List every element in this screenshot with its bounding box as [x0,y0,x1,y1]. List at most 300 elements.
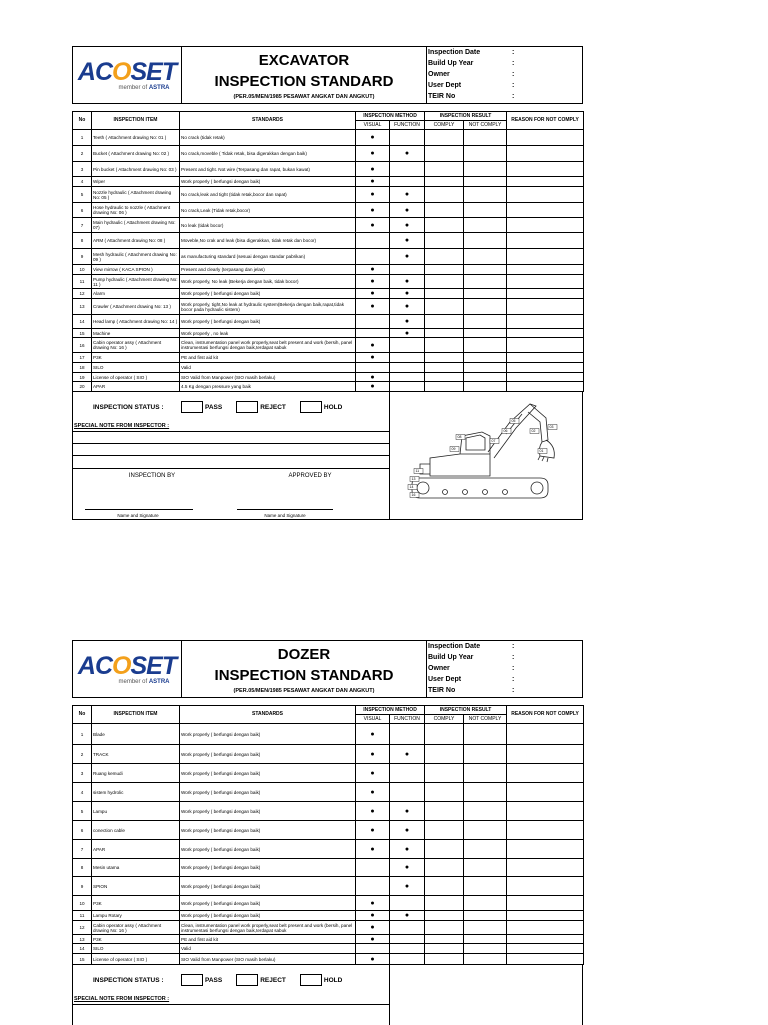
row-number: 13 [73,299,92,315]
info-row [428,674,582,685]
logo-o: O [112,57,131,86]
reason-cell[interactable] [507,146,584,162]
function-mark: ● [390,877,425,896]
visual-mark: ● [356,146,390,162]
visual-mark: ● [356,783,390,802]
not-comply-cell[interactable] [464,944,507,954]
info-row [428,91,582,102]
info-value-field[interactable]: : [512,654,515,661]
not-comply-cell[interactable] [464,289,507,299]
visual-mark: ● [356,821,390,840]
hold-label: HOLD [323,976,343,984]
row-number: 8 [73,233,92,249]
hold-checkbox[interactable] [300,974,322,986]
status-and-notes [73,965,390,1025]
info-label: TEIR No [428,93,456,100]
reason-cell[interactable] [507,203,584,218]
col-header-method: INSPECTION METHOD [356,112,425,121]
reason-cell[interactable] [507,363,584,373]
comply-cell[interactable] [425,373,464,382]
function-mark [390,363,425,373]
excavator-drawing-panel [390,392,584,519]
reason-cell[interactable] [507,289,584,299]
inspection-item: P3K [92,896,180,911]
reason-cell[interactable] [507,338,584,353]
callout-label: 01 [539,449,544,453]
reason-cell[interactable] [507,218,584,233]
not-comply-cell[interactable] [464,233,507,249]
visual-mark [356,315,390,329]
comply-cell[interactable] [425,821,464,840]
function-mark: ● [390,146,425,162]
info-value-field[interactable]: : [512,687,515,694]
col-header-comply: COMPLY [425,121,464,130]
info-label: Build Up Year [428,60,474,67]
reason-cell[interactable] [507,745,584,764]
standard-text: No leak (tidak bocor) [180,218,356,233]
comply-cell[interactable] [425,187,464,203]
reason-cell[interactable] [507,373,584,382]
visual-mark: ● [356,218,390,233]
table-row [73,177,584,187]
function-mark: ● [390,821,425,840]
not-comply-cell[interactable] [464,935,507,944]
not-comply-cell[interactable] [464,338,507,353]
table-row [73,299,584,315]
col-header-visual: VISUAL [356,715,390,724]
visual-mark: ● [356,130,390,146]
standard-text: Valid [180,363,356,373]
comply-cell[interactable] [425,218,464,233]
inspection-item: License of operator ( SIO ) [92,373,180,382]
inspection-item: Cabin operator assy ( Attachment drawing No: 16 ) [92,338,180,353]
form-header [72,46,583,104]
standard-text: Clean, instrumentation panel work properly,seat belt present and work (bersih, panel instrumentasi berfungsi dengan baik,terdapat sabuk [180,338,356,353]
table-row [73,821,584,840]
function-mark [390,353,425,363]
not-comply-cell[interactable] [464,859,507,877]
inspection-item: APAR [92,840,180,859]
function-mark [390,373,425,382]
row-number: 7 [73,218,92,233]
standard-text: No crack,moveble ( Tidak retak, bisa digerakkan dengan baik) [180,146,356,162]
not-comply-cell[interactable] [464,265,507,275]
not-comply-cell[interactable] [464,146,507,162]
info-value-field[interactable]: : [512,49,515,56]
reason-cell[interactable] [507,162,584,177]
comply-cell[interactable] [425,265,464,275]
info-value-field[interactable]: : [512,93,515,100]
visual-mark: ● [356,764,390,783]
comply-cell[interactable] [425,203,464,218]
reject-checkbox[interactable] [236,401,258,413]
not-comply-cell[interactable] [464,764,507,783]
standard-text: SIO Valid from Manpower (SIO masih berlaku) [180,954,356,965]
reason-cell[interactable] [507,802,584,821]
comply-cell[interactable] [425,859,464,877]
col-header-result: INSPECTION RESULT [425,112,507,121]
not-comply-cell[interactable] [464,315,507,329]
not-comply-cell[interactable] [464,877,507,896]
inspection-item: conection cable [92,821,180,840]
not-comply-cell[interactable] [464,840,507,859]
comply-cell[interactable] [425,249,464,265]
info-row [428,641,582,652]
comply-cell[interactable] [425,783,464,802]
row-number: 15 [73,329,92,338]
info-value-field[interactable]: : [512,665,515,672]
signature-line[interactable] [85,509,193,510]
status-label: INSPECTION STATUS : [93,403,164,411]
info-block [427,47,582,103]
signature-line[interactable] [237,509,333,510]
table-row [73,275,584,289]
comply-cell[interactable] [425,338,464,353]
table-row [73,382,584,392]
reason-cell[interactable] [507,944,584,954]
col-header-visual: VISUAL [356,121,390,130]
reason-cell[interactable] [507,935,584,944]
not-comply-cell[interactable] [464,373,507,382]
row-number: 17 [73,353,92,363]
logo-text-end: SET [130,651,177,680]
info-row [428,47,582,58]
comply-cell[interactable] [425,130,464,146]
table-row [73,724,584,745]
table-row [73,329,584,338]
comply-cell[interactable] [425,764,464,783]
reason-cell[interactable] [507,187,584,203]
standard-text: Work properly , no leak [180,329,356,338]
info-value-field[interactable]: : [512,643,515,650]
standard-text: PE and first aid kit [180,353,356,363]
info-value-field[interactable]: : [512,60,515,67]
function-mark: ● [390,745,425,764]
row-number: 3 [73,162,92,177]
excavator-inspection-form [72,46,583,520]
status-row [73,965,389,995]
table-row [73,265,584,275]
not-comply-cell[interactable] [464,187,507,203]
inspection-item: Nozzle hydraulic ( Attachment drawing No: 05 ) [92,187,180,203]
info-row [428,663,582,674]
comply-cell[interactable] [425,911,464,921]
form-title-line2: INSPECTION STANDARD [214,73,394,90]
not-comply-cell[interactable] [464,218,507,233]
logo-text: AC [77,651,113,680]
not-comply-cell[interactable] [464,177,507,187]
standard-text: Work properly, No leak (Bekerja dengan baik, tidak bocor) [180,275,356,289]
standard-text: Work properly ( berfungsi dengan baik) [180,802,356,821]
reason-cell[interactable] [507,353,584,363]
regulation-ref: (PER.05/MEN/1985 PESAWAT ANGKAT DAN ANGKUT) [233,688,375,694]
pass-checkbox[interactable] [181,974,203,986]
standard-text: No crack (tidak retak) [180,130,356,146]
comply-cell[interactable] [425,289,464,299]
reason-cell[interactable] [507,896,584,911]
row-number: 18 [73,363,92,373]
reason-cell[interactable] [507,177,584,187]
pass-label: PASS [205,976,223,984]
comply-cell[interactable] [425,724,464,745]
row-number: 3 [73,764,92,783]
inspection-item: ARM ( Attachment drawing No: 08 ) [92,233,180,249]
info-value-field[interactable]: : [512,676,515,683]
callout-label: 03 [549,425,554,429]
comply-cell[interactable] [425,954,464,965]
info-row [428,58,582,69]
standard-text: Work properly ( berfungsi dengan baik) [180,177,356,187]
inspection-by-label: INSPECTION BY [128,473,176,479]
table-row [73,944,584,954]
standard-text: Work properly ( berfungsi dengan baik) [180,859,356,877]
not-comply-cell[interactable] [464,130,507,146]
function-mark [390,896,425,911]
table-row [73,289,584,299]
visual-mark: ● [356,954,390,965]
comply-cell[interactable] [425,921,464,935]
inspection-item: SILO [92,363,180,373]
reason-cell[interactable] [507,877,584,896]
info-label: Inspection Date [428,49,481,56]
comply-cell[interactable] [425,802,464,821]
row-number: 12 [73,289,92,299]
function-mark [390,265,425,275]
visual-mark [356,249,390,265]
reason-cell[interactable] [507,821,584,840]
not-comply-cell[interactable] [464,162,507,177]
visual-mark: ● [356,745,390,764]
table-row [73,233,584,249]
inspection-item: SPION [92,877,180,896]
standard-text: Present and tight. Not wire (Terpasang dan rapat, bukan kawat) [180,162,356,177]
approved-by-block [231,469,389,518]
reason-cell[interactable] [507,954,584,965]
not-comply-cell[interactable] [464,353,507,363]
standard-text: Work properly ( berfungsi dengan baik) [180,911,356,921]
not-comply-cell[interactable] [464,249,507,265]
acset-logo [73,641,182,697]
row-number: 7 [73,840,92,859]
status-label: INSPECTION STATUS : [93,976,164,984]
reason-cell[interactable] [507,265,584,275]
col-header-reason: REASON FOR NOT COMPLY [507,112,584,130]
visual-mark: ● [356,177,390,187]
table-row [73,783,584,802]
not-comply-cell[interactable] [464,299,507,315]
row-number: 10 [73,896,92,911]
reason-cell[interactable] [507,130,584,146]
function-mark [390,382,425,392]
comply-cell[interactable] [425,840,464,859]
dozer-inspection-form [72,640,583,1025]
row-number: 12 [73,921,92,935]
function-mark [390,724,425,745]
comply-cell[interactable] [425,877,464,896]
row-number: 13 [73,935,92,944]
function-mark: ● [390,233,425,249]
row-number: 20 [73,382,92,392]
inspection-item: Wiper [92,177,180,187]
comply-cell[interactable] [425,745,464,764]
standard-text: Work properly ( berfungsi dengan baik) [180,764,356,783]
form-title-line2: INSPECTION STANDARD [214,667,394,684]
title-block [182,47,427,103]
note-line[interactable] [73,455,389,468]
reason-cell[interactable] [507,764,584,783]
reason-cell[interactable] [507,233,584,249]
visual-mark: ● [356,353,390,363]
table-row [73,911,584,921]
info-value-field[interactable]: : [512,71,515,78]
comply-cell[interactable] [425,177,464,187]
inspection-item: Mesin utama [92,859,180,877]
not-comply-cell[interactable] [464,783,507,802]
inspection-table [72,705,584,965]
comply-cell[interactable] [425,275,464,289]
reject-checkbox[interactable] [236,974,258,986]
hold-checkbox[interactable] [300,401,322,413]
inspection-item: SILO [92,944,180,954]
reject-label: REJECT [260,976,286,984]
reason-cell[interactable] [507,382,584,392]
function-mark [390,162,425,177]
row-number: 9 [73,249,92,265]
not-comply-cell[interactable] [464,329,507,338]
reason-cell[interactable] [507,911,584,921]
comply-cell[interactable] [425,233,464,249]
function-mark [390,921,425,935]
visual-mark: ● [356,373,390,382]
not-comply-cell[interactable] [464,203,507,218]
standard-text: Present and clearly (terpasang dan jelas) [180,265,356,275]
not-comply-cell[interactable] [464,363,507,373]
reason-cell[interactable] [507,275,584,289]
comply-cell[interactable] [425,315,464,329]
excavator-drawing [390,392,584,518]
inspection-item: Blade [92,724,180,745]
not-comply-cell[interactable] [464,911,507,921]
not-comply-cell[interactable] [464,382,507,392]
not-comply-cell[interactable] [464,821,507,840]
comply-cell[interactable] [425,299,464,315]
standard-text: Moveble,No crak and leak (bisa digerakkan, tidak retak dan bocor) [180,233,356,249]
reason-cell[interactable] [507,329,584,338]
comply-cell[interactable] [425,162,464,177]
visual-mark: ● [356,275,390,289]
standard-text: Valid [180,944,356,954]
col-header-function: FUNCTION [390,715,425,724]
comply-cell[interactable] [425,382,464,392]
reason-cell[interactable] [507,724,584,745]
inspection-item: Bucket ( Attachment drawing No: 02 ) [92,146,180,162]
row-number: 6 [73,821,92,840]
callout-label: 09 [451,447,456,451]
comply-cell[interactable] [425,353,464,363]
not-comply-cell[interactable] [464,954,507,965]
reason-cell[interactable] [507,315,584,329]
reason-cell[interactable] [507,249,584,265]
row-number: 14 [73,944,92,954]
callout-label: 02 [531,429,536,433]
table-row [73,954,584,965]
callout-label: 05 [511,419,516,423]
visual-mark [356,363,390,373]
function-mark: ● [390,218,425,233]
comply-cell[interactable] [425,363,464,373]
table-row [73,249,584,265]
inspection-item: Teeth ( Attachment drawing No: 01 ) [92,130,180,146]
col-header-not-comply: NOT COMPLY [464,121,507,130]
table-row [73,146,584,162]
reason-cell[interactable] [507,921,584,935]
not-comply-cell[interactable] [464,724,507,745]
comply-cell[interactable] [425,329,464,338]
function-mark [390,935,425,944]
reason-cell[interactable] [507,783,584,802]
callout-label: 06 [503,429,508,433]
comply-cell[interactable] [425,935,464,944]
comply-cell[interactable] [425,944,464,954]
visual-mark: ● [356,289,390,299]
standard-text: Work properly ( berfungsi dengan baik) [180,896,356,911]
row-number: 16 [73,338,92,353]
visual-mark [356,944,390,954]
inspection-item: Crawler ( Attachment drawing No: 13 ) [92,299,180,315]
callout-label: 13 [411,477,416,481]
note-line[interactable] [73,443,389,455]
not-comply-cell[interactable] [464,275,507,289]
function-mark [390,783,425,802]
table-row [73,896,584,911]
inspection-item: Head lamp ( Attachment drawing No: 14 ) [92,315,180,329]
info-value-field[interactable]: : [512,82,515,89]
comply-cell[interactable] [425,896,464,911]
inspection-item: Machine [92,329,180,338]
standard-text: Work properly ( berfungsi dengan baik) [180,840,356,859]
pass-checkbox[interactable] [181,401,203,413]
table-row [73,840,584,859]
name-signature-caption: Name and Signature [117,513,159,518]
standard-text: Work properly ( berfungsi dengan baik) [180,745,356,764]
reason-cell[interactable] [507,299,584,315]
not-comply-cell[interactable] [464,921,507,935]
note-line[interactable] [73,431,389,443]
standard-text: No crack,Leak (Tidak retak,bocor) [180,203,356,218]
inspection-item: Lampu [92,802,180,821]
not-comply-cell[interactable] [464,802,507,821]
table-row [73,218,584,233]
info-label: Build Up Year [428,654,474,661]
inspection-item: Alarm [92,289,180,299]
comply-cell[interactable] [425,146,464,162]
form-header [72,640,583,698]
note-line[interactable] [73,1004,389,1016]
reason-cell[interactable] [507,859,584,877]
row-number: 15 [73,954,92,965]
not-comply-cell[interactable] [464,896,507,911]
table-row [73,859,584,877]
reason-cell[interactable] [507,840,584,859]
col-header-item: INSPECTION ITEM [92,112,180,130]
row-number: 5 [73,802,92,821]
function-mark [390,338,425,353]
inspection-item: Pump hydraulic ( Attachment drawing No: 11 ) [93,276,178,287]
logo-o: O [112,651,131,680]
not-comply-cell[interactable] [464,745,507,764]
row-number: 11 [73,911,92,921]
table-row [73,363,584,373]
